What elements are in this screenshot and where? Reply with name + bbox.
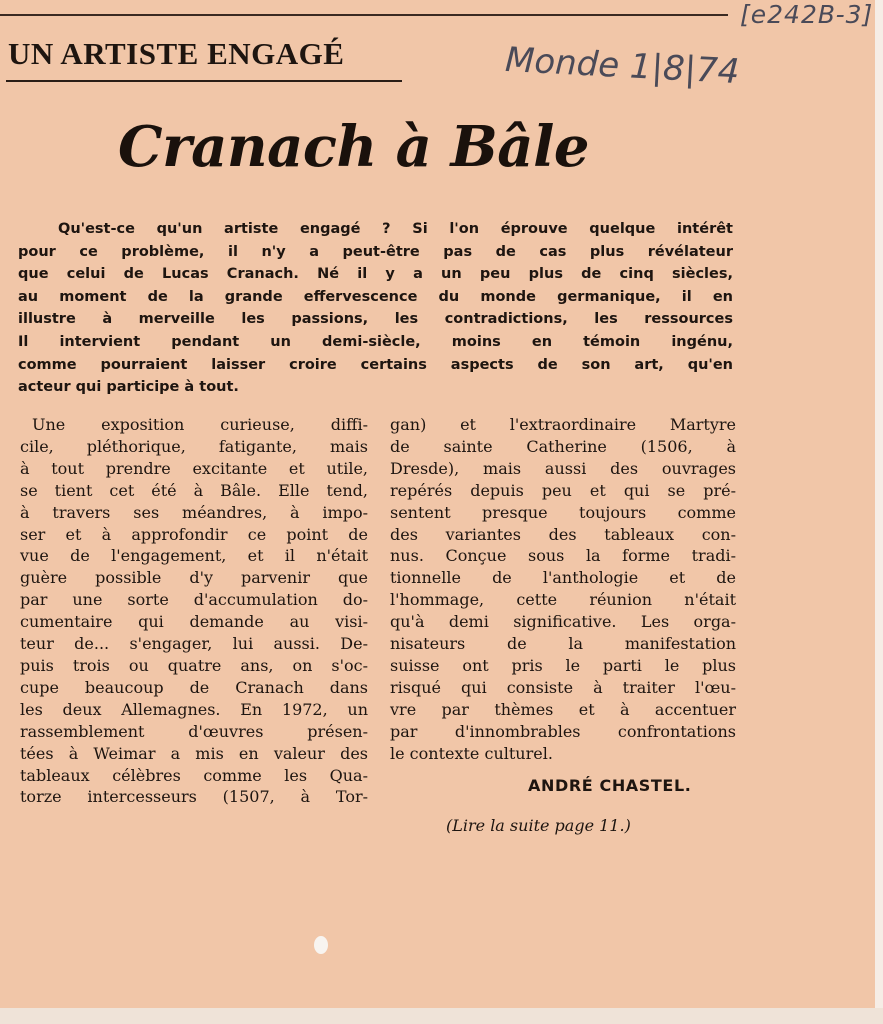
body-line: ser et à approfondir ce point de — [20, 524, 368, 544]
body-line: cupe beaucoup de Cranach dans — [20, 677, 368, 697]
body-line: à tout prendre excitante et utile, — [20, 458, 368, 478]
lead-line: Qu'est-ce qu'un artiste engagé ? Si l'on éprouve quelque intérêt — [58, 221, 733, 237]
lead-line: Il intervient pendant un demi-siècle, moins en témoin ingénu, — [18, 333, 733, 350]
left-column — [20, 414, 368, 808]
body-line: se tient cet été à Bâle. Elle tend, — [20, 480, 368, 500]
body-line: de sainte Catherine (1506, à — [390, 436, 736, 456]
lead-line: pour ce problème, il n'y a peut-être pas de cas plus révélateur — [18, 243, 733, 260]
body-line: à travers ses méandres, à impo- — [20, 502, 368, 522]
body-line: puis trois ou quatre ans, on s'oc- — [20, 655, 368, 675]
body-line: tées à Weimar a mis en valeur des — [20, 743, 368, 763]
body-line: teur de... s'engager, lui aussi. De- — [20, 634, 368, 654]
body-line: par d'innombrables confrontations — [390, 721, 736, 741]
body-line: Dresde), mais aussi des ouvrages — [390, 458, 736, 478]
lead-line: comme pourraient laisser croire certains aspects de son art, qu'en — [18, 356, 733, 373]
body-line: vre par thèmes et à accentuer — [390, 699, 736, 719]
lead-line: que celui de Lucas Cranach. Né il y a un peu plus de cinq siècles, — [18, 266, 733, 283]
body-line: gan) et l'extraordinaire Martyre — [390, 415, 736, 434]
body-line: Une exposition curieuse, diffi- — [32, 415, 368, 434]
body-line: des variantes des tableaux con- — [390, 524, 736, 544]
lead-line: illustre à merveille les passions, les contradictions, les ressources — [18, 311, 733, 328]
body-line: guère possible d'y parvenir que — [20, 568, 368, 588]
top-rule — [0, 14, 728, 16]
scan-margin-right — [875, 0, 883, 1024]
author-signature: ANDRÉ CHASTEL. — [528, 776, 692, 795]
continued-note: (Lire la suite page 11.) — [446, 816, 631, 835]
body-line: rassemblement d'œuvres présen- — [20, 721, 368, 741]
body-line: sentent presque toujours comme — [390, 502, 736, 522]
body-line: torze intercesseurs (1507, à Tor- — [20, 787, 368, 807]
body-line: qu'à demi significative. Les orga- — [390, 612, 736, 632]
body-line: cumentaire qui demande au visi- — [20, 612, 368, 632]
body-line: repérés depuis peu et qui se pré- — [390, 480, 736, 500]
body-line: suisse ont pris le parti le plus — [390, 655, 736, 675]
lead-paragraph — [18, 218, 733, 399]
body-line: par une sorte d'accumulation do- — [20, 590, 368, 610]
lead-line: acteur qui participe à tout. — [18, 379, 239, 396]
body-line: les deux Allemagnes. En 1972, un — [20, 699, 368, 719]
body-line: risqué qui consiste à traiter l'œu- — [390, 677, 736, 697]
scan-margin-bottom — [0, 1008, 883, 1024]
header-underline — [6, 80, 402, 82]
body-line: nus. Conçue sous la forme tradi- — [390, 546, 736, 566]
paper-hole — [314, 936, 328, 954]
body-line: cile, pléthorique, fatigante, mais — [20, 436, 368, 456]
right-column — [390, 414, 736, 765]
section-header: UN ARTISTE ENGAGÉ — [8, 36, 345, 71]
body-line: tableaux célèbres comme les Qua- — [20, 765, 368, 785]
body-line: tionnelle de l'anthologie et de — [390, 568, 736, 588]
lead-line: au moment de la grande effervescence du monde germanique, il en — [18, 288, 733, 305]
body-line: l'hommage, cette réunion n'était — [390, 590, 736, 610]
body-line: le contexte culturel. — [390, 743, 553, 763]
handwritten-reference: [e242B-3] — [740, 0, 874, 29]
body-line: nisateurs de la manifestation — [390, 634, 736, 654]
body-line: vue de l'engagement, et il n'était — [20, 546, 368, 566]
headline: Cranach à Bâle — [118, 114, 589, 180]
handwritten-date: Monde 1|8|74 — [504, 39, 741, 93]
